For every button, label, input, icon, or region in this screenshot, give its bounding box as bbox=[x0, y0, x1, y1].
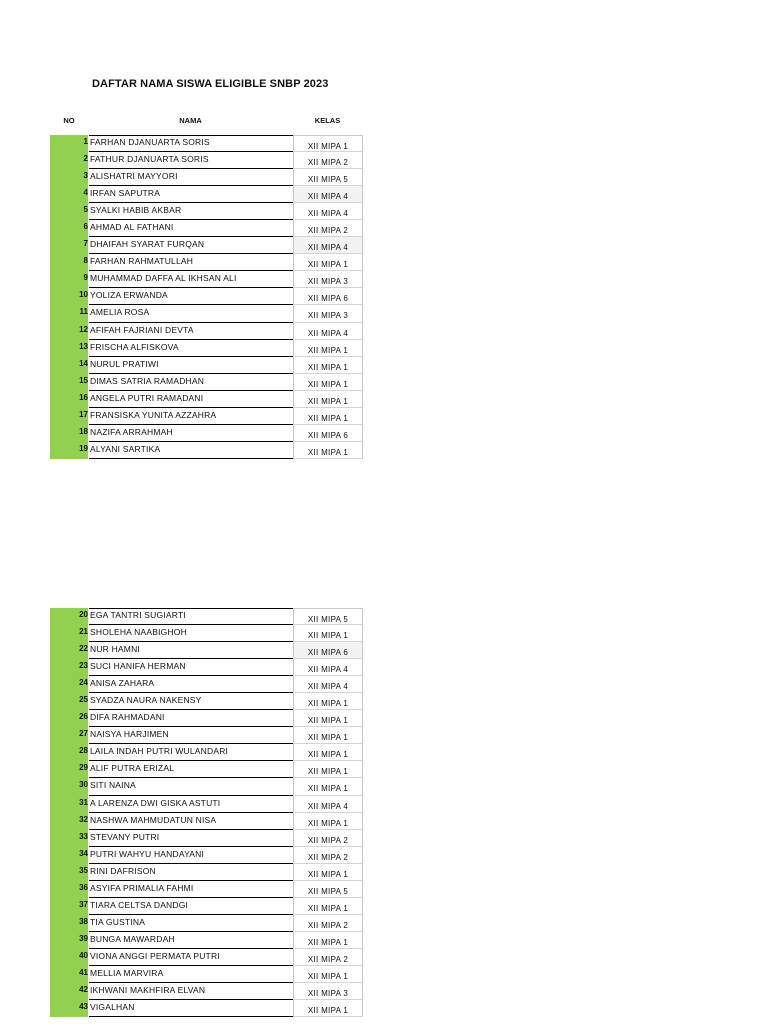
student-class: XII MIPA 4 bbox=[293, 676, 363, 693]
student-name: LAILA INDAH PUTRI WULANDARI bbox=[89, 744, 293, 761]
table-row bbox=[50, 288, 363, 305]
table-row bbox=[50, 425, 363, 442]
row-number: 31 bbox=[50, 796, 88, 813]
row-number: 21 bbox=[50, 625, 88, 642]
table-row bbox=[50, 778, 363, 795]
table-row bbox=[50, 847, 363, 864]
row-number: 30 bbox=[50, 778, 88, 795]
row-number: 28 bbox=[50, 744, 88, 761]
student-name: AMELIA ROSA bbox=[89, 305, 293, 322]
row-number: 38 bbox=[50, 915, 88, 932]
student-class: XII MIPA 1 bbox=[293, 966, 363, 983]
row-number: 3 bbox=[50, 169, 88, 186]
student-class: XII MIPA 6 bbox=[293, 425, 363, 442]
student-name: STEVANY PUTRI bbox=[89, 830, 293, 847]
student-name: AFIFAH FAJRIANI DEVTA bbox=[89, 323, 293, 340]
row-number: 35 bbox=[50, 864, 88, 881]
student-class: XII MIPA 1 bbox=[293, 898, 363, 915]
student-class: XII MIPA 2 bbox=[293, 220, 363, 237]
student-class: XII MIPA 1 bbox=[293, 391, 363, 408]
student-name: MUHAMMAD DAFFA AL IKHSAN ALI bbox=[89, 271, 293, 288]
student-class: XII MIPA 1 bbox=[293, 813, 363, 830]
table-row bbox=[50, 693, 363, 710]
student-name: FRANSISKA YUNITA AZZAHRA bbox=[89, 408, 293, 425]
table-row bbox=[50, 374, 363, 391]
student-class: XII MIPA 5 bbox=[293, 881, 363, 898]
student-class: XII MIPA 1 bbox=[293, 932, 363, 949]
table-row bbox=[50, 357, 363, 374]
student-name: IRFAN SAPUTRA bbox=[89, 186, 293, 203]
student-name: VIGALHAN bbox=[89, 1000, 293, 1017]
row-number: 12 bbox=[50, 323, 88, 340]
row-number: 34 bbox=[50, 847, 88, 864]
table-row bbox=[50, 881, 363, 898]
student-name: FRISCHA ALFISKOVA bbox=[89, 340, 293, 357]
table-row bbox=[50, 932, 363, 949]
column-header-no: NO bbox=[63, 116, 75, 125]
student-name: ALIF PUTRA ERIZAL bbox=[89, 761, 293, 778]
student-name: NAZIFA ARRAHMAH bbox=[89, 425, 293, 442]
student-name: FARHAN RAHMATULLAH bbox=[89, 254, 293, 271]
student-class: XII MIPA 4 bbox=[293, 796, 363, 813]
student-class: XII MIPA 1 bbox=[293, 357, 363, 374]
student-class: XII MIPA 4 bbox=[293, 203, 363, 220]
student-name: DIFA RAHMADANI bbox=[89, 710, 293, 727]
student-name: PUTRI WAHYU HANDAYANI bbox=[89, 847, 293, 864]
student-name: NAISYA HARJIMEN bbox=[89, 727, 293, 744]
student-class: XII MIPA 1 bbox=[293, 1000, 363, 1017]
table-row bbox=[50, 761, 363, 778]
row-number: 9 bbox=[50, 271, 88, 288]
student-class: XII MIPA 5 bbox=[293, 608, 363, 625]
table-row bbox=[50, 408, 363, 425]
row-number: 40 bbox=[50, 949, 88, 966]
table-row bbox=[50, 966, 363, 983]
student-name: ANISA ZAHARA bbox=[89, 676, 293, 693]
student-name: NASHWA MAHMUDATUN NISA bbox=[89, 813, 293, 830]
table-row bbox=[50, 744, 363, 761]
row-number: 25 bbox=[50, 693, 88, 710]
table-row bbox=[50, 915, 363, 932]
row-number: 22 bbox=[50, 642, 88, 659]
row-number: 39 bbox=[50, 932, 88, 949]
student-name: EGA TANTRI SUGIARTI bbox=[89, 608, 293, 625]
student-name: TIARA CELTSA DANDGI bbox=[89, 898, 293, 915]
student-class: XII MIPA 4 bbox=[293, 323, 363, 340]
student-name: DIMAS SATRIA RAMADHAN bbox=[89, 374, 293, 391]
row-number: 37 bbox=[50, 898, 88, 915]
student-name: ALYANI SARTIKA bbox=[89, 442, 293, 459]
student-class: XII MIPA 1 bbox=[293, 408, 363, 425]
student-class: XII MIPA 1 bbox=[293, 744, 363, 761]
table-row bbox=[50, 152, 363, 169]
row-number: 7 bbox=[50, 237, 88, 254]
row-number: 2 bbox=[50, 152, 88, 169]
table-row bbox=[50, 169, 363, 186]
student-name: NURUL PRATIWI bbox=[89, 357, 293, 374]
student-name: FARHAN DJANUARTA SORIS bbox=[89, 135, 293, 152]
student-class: XII MIPA 4 bbox=[293, 237, 363, 254]
column-header-nama: NAMA bbox=[179, 116, 202, 125]
student-table-1 bbox=[50, 135, 363, 459]
row-number: 14 bbox=[50, 357, 88, 374]
table-row bbox=[50, 710, 363, 727]
student-name: VIONA ANGGI PERMATA PUTRI bbox=[89, 949, 293, 966]
table-row bbox=[50, 442, 363, 459]
student-class: XII MIPA 2 bbox=[293, 949, 363, 966]
student-class: XII MIPA 3 bbox=[293, 271, 363, 288]
row-number: 16 bbox=[50, 391, 88, 408]
student-name: ANGELA PUTRI RAMADANI bbox=[89, 391, 293, 408]
student-class: XII MIPA 1 bbox=[293, 693, 363, 710]
student-class: XII MIPA 1 bbox=[293, 625, 363, 642]
student-class: XII MIPA 1 bbox=[293, 778, 363, 795]
table-row bbox=[50, 203, 363, 220]
table-row bbox=[50, 135, 363, 152]
row-number: 24 bbox=[50, 676, 88, 693]
row-number: 19 bbox=[50, 442, 88, 459]
student-class: XII MIPA 3 bbox=[293, 983, 363, 1000]
table-row bbox=[50, 659, 363, 676]
table-row bbox=[50, 983, 363, 1000]
row-number: 18 bbox=[50, 425, 88, 442]
student-name: DHAIFAH SYARAT FURQAN bbox=[89, 237, 293, 254]
table-row bbox=[50, 642, 363, 659]
student-class: XII MIPA 6 bbox=[293, 642, 363, 659]
row-number: 41 bbox=[50, 966, 88, 983]
table-row bbox=[50, 220, 363, 237]
student-class: XII MIPA 4 bbox=[293, 659, 363, 676]
table-row bbox=[50, 391, 363, 408]
row-number: 20 bbox=[50, 608, 88, 625]
row-number: 15 bbox=[50, 374, 88, 391]
row-number: 11 bbox=[50, 305, 88, 322]
student-class: XII MIPA 2 bbox=[293, 830, 363, 847]
student-class: XII MIPA 1 bbox=[293, 727, 363, 744]
student-name: SYALKI HABIB AKBAR bbox=[89, 203, 293, 220]
row-number: 8 bbox=[50, 254, 88, 271]
row-number: 1 bbox=[50, 135, 88, 152]
table-row bbox=[50, 305, 363, 322]
student-class: XII MIPA 1 bbox=[293, 374, 363, 391]
student-name: SUCI HANIFA HERMAN bbox=[89, 659, 293, 676]
table-row bbox=[50, 949, 363, 966]
row-number: 32 bbox=[50, 813, 88, 830]
row-number: 23 bbox=[50, 659, 88, 676]
student-name: ALISHATRI MAYYORI bbox=[89, 169, 293, 186]
student-name: TIA GUSTINA bbox=[89, 915, 293, 932]
student-class: XII MIPA 2 bbox=[293, 847, 363, 864]
table-row bbox=[50, 625, 363, 642]
row-number: 5 bbox=[50, 203, 88, 220]
row-number: 26 bbox=[50, 710, 88, 727]
student-name: IKHWANI MAKHFIRA ELVAN bbox=[89, 983, 293, 1000]
row-number: 36 bbox=[50, 881, 88, 898]
student-class: XII MIPA 6 bbox=[293, 288, 363, 305]
table-row bbox=[50, 813, 363, 830]
student-name: BUNGA MAWARDAH bbox=[89, 932, 293, 949]
table-row bbox=[50, 254, 363, 271]
student-class: XII MIPA 5 bbox=[293, 169, 363, 186]
row-number: 6 bbox=[50, 220, 88, 237]
student-class: XII MIPA 1 bbox=[293, 340, 363, 357]
student-table-2 bbox=[50, 608, 363, 1017]
table-row bbox=[50, 1000, 363, 1017]
student-class: XII MIPA 3 bbox=[293, 305, 363, 322]
student-class: XII MIPA 2 bbox=[293, 152, 363, 169]
student-name: RINI DAFRISON bbox=[89, 864, 293, 881]
table-row bbox=[50, 340, 363, 357]
student-class: XII MIPA 1 bbox=[293, 135, 363, 152]
student-class: XII MIPA 4 bbox=[293, 186, 363, 203]
table-row bbox=[50, 237, 363, 254]
student-class: XII MIPA 1 bbox=[293, 710, 363, 727]
row-number: 42 bbox=[50, 983, 88, 1000]
row-number: 27 bbox=[50, 727, 88, 744]
student-name: A LARENZA DWI GISKA ASTUTI bbox=[89, 796, 293, 813]
table-row bbox=[50, 608, 363, 625]
table-row bbox=[50, 898, 363, 915]
student-name: AHMAD AL FATHANI bbox=[89, 220, 293, 237]
table-row bbox=[50, 323, 363, 340]
student-class: XII MIPA 1 bbox=[293, 761, 363, 778]
student-class: XII MIPA 1 bbox=[293, 864, 363, 881]
table-row bbox=[50, 271, 363, 288]
table-row bbox=[50, 864, 363, 881]
row-number: 33 bbox=[50, 830, 88, 847]
student-class: XII MIPA 1 bbox=[293, 442, 363, 459]
table-row bbox=[50, 796, 363, 813]
row-number: 43 bbox=[50, 1000, 88, 1017]
row-number: 13 bbox=[50, 340, 88, 357]
student-class: XII MIPA 2 bbox=[293, 915, 363, 932]
table-row bbox=[50, 186, 363, 203]
student-name: SITI NAINA bbox=[89, 778, 293, 795]
student-name: SYADZA NAURA NAKENSY bbox=[89, 693, 293, 710]
student-name: YOLIZA ERWANDA bbox=[89, 288, 293, 305]
row-number: 4 bbox=[50, 186, 88, 203]
table-row bbox=[50, 676, 363, 693]
student-name: SHOLEHA NAABIGHOH bbox=[89, 625, 293, 642]
student-name: MELLIA MARVIRA bbox=[89, 966, 293, 983]
student-name: NUR HAMNI bbox=[89, 642, 293, 659]
table-row bbox=[50, 727, 363, 744]
row-number: 10 bbox=[50, 288, 88, 305]
student-name: ASYIFA PRIMALIA FAHMI bbox=[89, 881, 293, 898]
document-title: DAFTAR NAMA SISWA ELIGIBLE SNBP 2023 bbox=[92, 78, 329, 90]
student-class: XII MIPA 1 bbox=[293, 254, 363, 271]
column-header-kelas: KELAS bbox=[314, 116, 341, 125]
student-name: FATHUR DJANUARTA SORIS bbox=[89, 152, 293, 169]
row-number: 17 bbox=[50, 408, 88, 425]
table-row bbox=[50, 830, 363, 847]
row-number: 29 bbox=[50, 761, 88, 778]
